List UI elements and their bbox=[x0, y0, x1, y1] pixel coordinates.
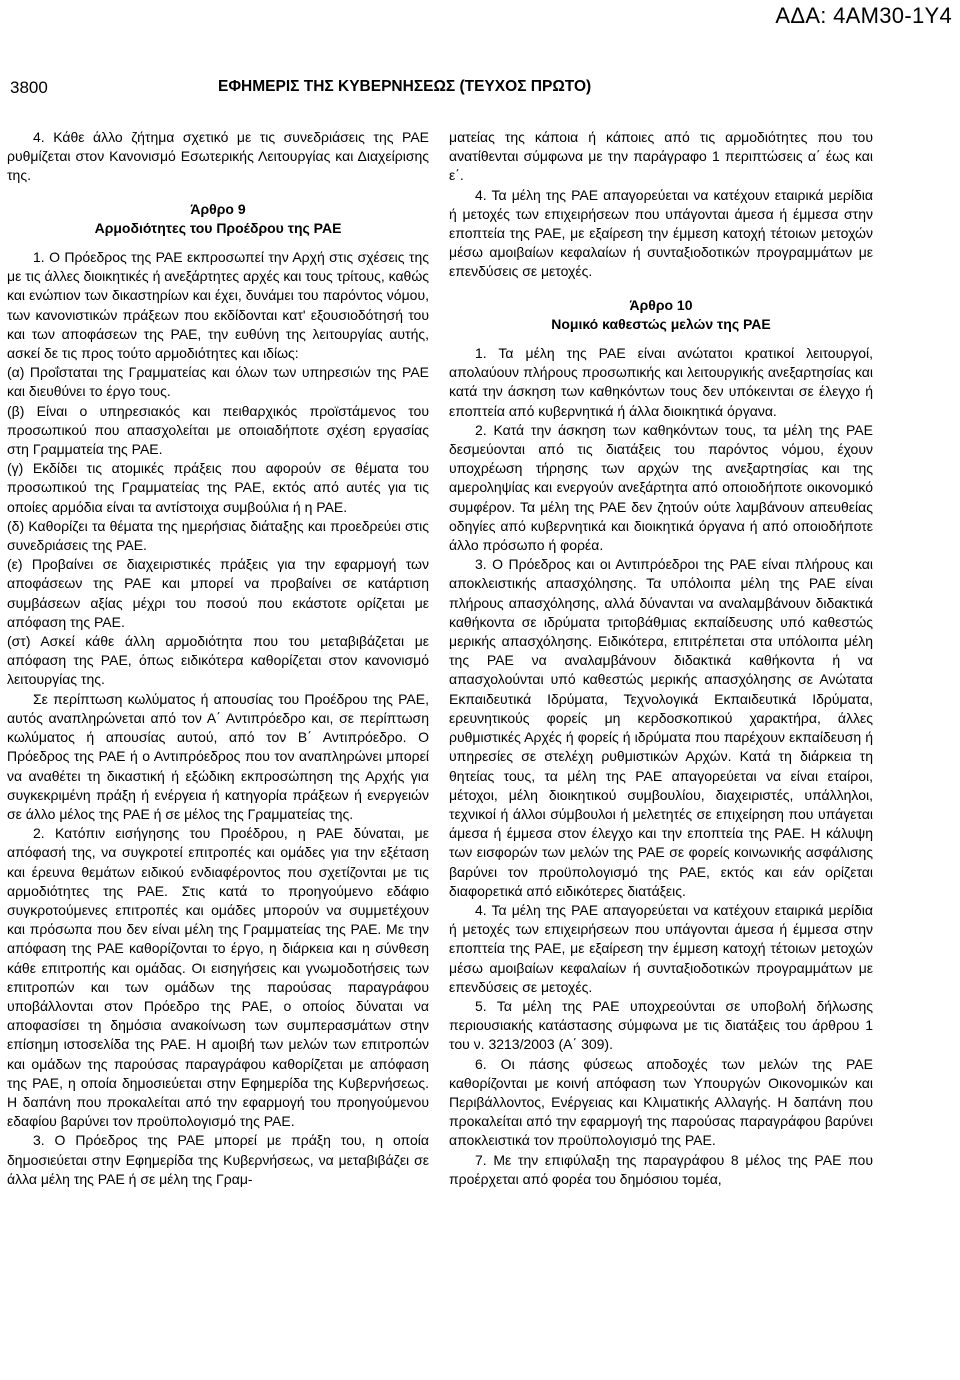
paragraph: 4. Τα μέλη της ΡΑΕ απαγορεύεται να κατέχουν εταιρικά μερίδια ή μετοχές των επιχειρήσεων που υπάγονται άμεσα ή έμμεσα στην εποπτεία της ΡΑΕ, με εξαίρεση την έμμεση κατοχή τέτοιων μετοχών μέσω αμοιβαίων κεφαλαίων ή συνταξιοδοτικών προγραμμάτων με επενδύσεις σε μετοχές. bbox=[449, 186, 873, 280]
page-header bbox=[0, 78, 960, 108]
paragraph: 7. Με την επιφύλαξη της παραγράφου 8 μέλος της ΡΑΕ που προέρχεται από φορέα του δημόσιου τομέα, bbox=[449, 1151, 873, 1187]
left-column bbox=[7, 128, 429, 1189]
paragraph: (στ) Ασκεί κάθε άλλη αρμοδιότητα που του μεταβιβάζεται με απόφαση της ΡΑΕ, όπως ειδικότερα καθορίζεται στον κανονισμό λειτουργίας της. bbox=[7, 633, 429, 688]
article-9-subtitle: Αρμοδιότητες του Προέδρου της ΡΑΕ bbox=[94, 219, 342, 236]
paragraph: 2. Κατά την άσκηση των καθηκόντων τους, τα μέλη της ΡΑΕ δεσμεύονται από τις διατάξεις του παρόντος νόμου, έχουν υποχρέωση τήρησης των αρχών της ανεξαρτησίας και της αμεροληψίας και ενεργούν ανεξάρτητα από οποιοδήποτε οικονομικό συμφέρον. Τα μέλη της ΡΑΕ δεν ζητούν ούτε λαμβάνουν απευθείας οδηγίες από κυβερνητικά και διοικητικά όργανα ή από οποιοδήποτε άλλο πρόσωπο ή φορέα. bbox=[449, 421, 873, 554]
paragraph: 3. Ο Πρόεδρος της ΡΑΕ μπορεί με πράξη του, η οποία δημοσιεύεται στην Εφημερίδα της Κυβερνήσεως, να μεταβιβάζει σε άλλα μέλη της ΡΑΕ ή σε μέλη της Γραμ- bbox=[7, 1132, 429, 1187]
document-id: ΑΔΑ: 4ΑΜ30-1Υ4 bbox=[775, 3, 952, 28]
paragraph: ματείας της κάποια ή κάποιες από τις αρμοδιότητες που του ανατίθενται σύμφωνα με την παράγραφο 1 περιπτώσεις α΄ έως και ε΄. bbox=[449, 129, 873, 184]
paragraph: 2. Κατόπιν εισήγησης του Προέδρου, η ΡΑΕ δύναται, με απόφασή της, να συγκροτεί επιτροπές και ομάδες για την εξέταση και έρευνα θεμάτων ειδικού ενδιαφέροντος που σχετίζονται με τις αρμοδιότητες της ΡΑΕ. Στις κατά το προηγούμενο εδάφιο συγκροτούμενες επιτροπές και ομάδες μπορούν να συμμετέχουν και πρόσωπα που δεν είναι μέλη της Γραμματείας της ΡΑΕ. Με την απόφαση της ΡΑΕ καθορίζονται το έργο, η διάρκεια και η σύνθεση κάθε επιτροπής και ομάδας. Οι εισηγήσεις και γνωμοδοτήσεις των επιτροπών και των ομάδων της παρούσας παραγράφου υποβάλλονται στον Πρόεδρο της ΡΑΕ, ο οποίος δύναται να αποφασίσει τη δημόσια ανακοίνωση των συμπερασμάτων στην επίσημη ιστοσελίδα της ΡΑΕ. Η αμοιβή των μελών των επιτροπών και ομάδων της παρούσας παραγράφου καθορίζεται με απόφαση της ΡΑΕ, η οποία δημοσιεύεται στην Εφημερίδα της Κυβερνήσεως. Η δαπάνη που προκαλείται από την εφαρμογή του προηγούμενου εδαφίου βαρύνει τον προϋπολογισμό της ΡΑΕ. bbox=[7, 825, 429, 1130]
paragraph: (ε) Προβαίνει σε διαχειριστικές πράξεις για την εφαρμογή των αποφάσεων της ΡΑΕ και μπορεί να προβαίνει σε κατάρτιση συμβάσεων αξίας μέχρι του ποσού που εκάστοτε ορίζεται με απόφαση της ΡΑΕ. bbox=[7, 556, 429, 630]
paragraph: (δ) Καθορίζει τα θέματα της ημερήσιας διάταξης και προεδρεύει στις συνεδριάσεις της ΡΑΕ. bbox=[7, 517, 429, 554]
paragraph: 6. Οι πάσης φύσεως αποδοχές των μελών της ΡΑΕ καθορίζονται με κοινή απόφαση των Υπουργών Οικονομικών και Περιβάλλοντος, Ενέργειας και Κλιματικής Αλλαγής. Η δαπάνη που προκαλείται από την εφαρμογή της παρούσας παραγράφου βαρύνει αποκλειστικά τον προϋπολογισμό της ΡΑΕ. bbox=[449, 1055, 873, 1149]
right-column bbox=[449, 128, 873, 1189]
paragraph: 4. Τα μέλη της ΡΑΕ απαγορεύεται να κατέχουν εταιρικά μερίδια ή μετοχές των επιχειρήσεων που υπάγονται άμεσα ή έμμεσα στην εποπτεία της ΡΑΕ, με εξαίρεση την έμμεση κατοχή τέτοιων μετοχών μέσω αμοιβαίων κεφαλαίων ή συνταξιοδοτικών προγραμμάτων με επενδύσεις σε μετοχές. bbox=[449, 901, 873, 995]
paragraph: 4. Κάθε άλλο ζήτημα σχετικό με τις συνεδριάσεις της ΡΑΕ ρυθμίζεται στον Κανονισμό Εσωτερικής Λειτουργίας και Διαχείρισης της. bbox=[7, 129, 429, 184]
article-10-subtitle: Νομικό καθεστώς μελών της ΡΑΕ bbox=[551, 315, 771, 332]
article-10-title: Άρθρο 10 bbox=[629, 296, 693, 313]
paragraph: 3. Ο Πρόεδρος και οι Αντιπρόεδροι της ΡΑΕ είναι πλήρους και αποκλειστικής απασχόλησης. Τα υπόλοιπα μέλη της ΡΑΕ είναι πλήρους απασχόλησης, αλλά δύνανται να αναλαμβάνουν διδακτικά καθήκοντα σε ιδρύματα τριτοβάθμιας εκπαίδευσης υπό καθεστώς μερικής απασχόλησης. Ειδικότερα, επιτρέπεται στα υπόλοιπα μέλη της ΡΑΕ να αναλαμβάνουν διδακτικά καθήκοντα ή να απασχολούνται υπό καθεστώς μερικής απασχόλησης σε Ανώτατα Εκπαιδευτικά Ιδρύματα, Τεχνολογικά Εκπαιδευτικά Ιδρύματα, ερευνητικούς φορείς μη κερδοσκοπικού χαρακτήρα, άλλες ρυθμιστικές Αρχές ή φορείς ή ιδρύματα που παρέχουν εκπαίδευση ή υπηρεσίες σε στελέχη ρυθμιστικών Αρχών. Κατά τη διάρκεια τη θητείας τους, τα μέλη της ΡΑΕ απαγορεύεται να είναι εταίροι, μέτοχοι, μέλη διοικητικού συμβουλίου, διαχειριστές, υπάλληλοι, τεχνικοί ή άλλοι σύμβουλοι ή μελετητές σε επιχείρηση που υπάγεται άμεσα ή έμμεσα στον έλεγχο και την εποπτεία της ΡΑΕ. Η κάλυψη των εισφορών των μελών της ΡΑΕ σε φορείς κοινωνικής ασφάλισης βαρύνει τον προϋπολογισμό της ΡΑΕ, εκτός και εάν ορίζεται διαφορετικά από ειδικότερες διατάξεις. bbox=[449, 556, 873, 899]
paragraph: 1. Ο Πρόεδρος της ΡΑΕ εκπροσωπεί την Αρχή στις σχέσεις της με τις άλλες διοικητικές ή ανεξάρτητες αρχές και τους τρίτους, καθώς και ενώπιον των δικαστηρίων και έχει, δυνάμει του παρόντος νόμου, των κανονιστικών πράξεων που εκδίδονται κατ' εξουσιοδότησή του και των αποφάσεων της ΡΑΕ, την ευθύνη της λειτουργίας αυτής, ασκεί δε τις προς τούτο αρμοδιότητες και ιδίως: bbox=[7, 249, 429, 362]
gazette-title: ΕΦΗΜΕΡΙΣ ΤΗΣ ΚΥΒΕΡΝΗΣΕΩΣ (ΤΕΥΧΟΣ ΠΡΩΤΟ) bbox=[218, 78, 592, 95]
paragraph: 5. Τα μέλη της ΡΑΕ υποχρεούνται σε υποβολή δήλωσης περιουσιακής κατάστασης σύμφωνα με τις διατάξεις του άρθρου 1 του ν. 3213/2003 (Α΄ 309). bbox=[449, 997, 873, 1053]
page-number: 3800 bbox=[10, 78, 48, 97]
article-9-title: Άρθρο 9 bbox=[190, 200, 246, 217]
paragraph: 1. Τα μέλη της ΡΑΕ είναι ανώτατοι κρατικοί λειτουργοί, απολαύουν πλήρους προσωπικής και λειτουργικής ανεξαρτησίας και κατά την άσκηση των καθηκόντων τους δεν υπόκεινται σε έλεγχο ή εποπτεία από κυβερνητικά ή άλλα διοικητικά όργανα. bbox=[449, 345, 873, 419]
paragraph: (β) Είναι ο υπηρεσιακός και πειθαρχικός προϊστάμενος του προσωπικού που απασχολείται με οποιαδήποτε σχέση εργασίας στη Γραμματεία της ΡΑΕ. bbox=[7, 402, 429, 458]
paragraph: (γ) Εκδίδει τις ατομικές πράξεις που αφορούν σε θέματα του προσωπικού της Γραμματείας της ΡΑΕ, εκτός από αυτές για τις οποίες αρμόδια είναι τα αντίστοιχα συμβούλια ή η ΡΑΕ. bbox=[7, 460, 429, 515]
paragraph: (α) Προΐσταται της Γραμματείας και όλων των υπηρεσιών της ΡΑΕ και διευθύνει το έργο τους. bbox=[7, 364, 429, 400]
paragraph: Σε περίπτωση κωλύματος ή απουσίας του Προέδρου της ΡΑΕ, αυτός αναπληρώνεται από τον Α΄ Αντιπρόεδρο και, σε περίπτωση κωλύματος ή απουσίας αυτού, από τον Β΄ Αντιπρόεδρο. Ο Πρόεδρος της ΡΑΕ ή ο Αντιπρόεδρος που τον αναπληρώνει μπορεί να αναθέτει τη δικαστική ή εξώδικη εκπροσώπηση της Αρχής για συγκεκριμένη πράξη ή ενέργεια ή κατηγορία πράξεων ή ενεργειών σε άλλο μέλος της ΡΑΕ ή σε μέλος της Γραμματείας της. bbox=[7, 690, 429, 822]
